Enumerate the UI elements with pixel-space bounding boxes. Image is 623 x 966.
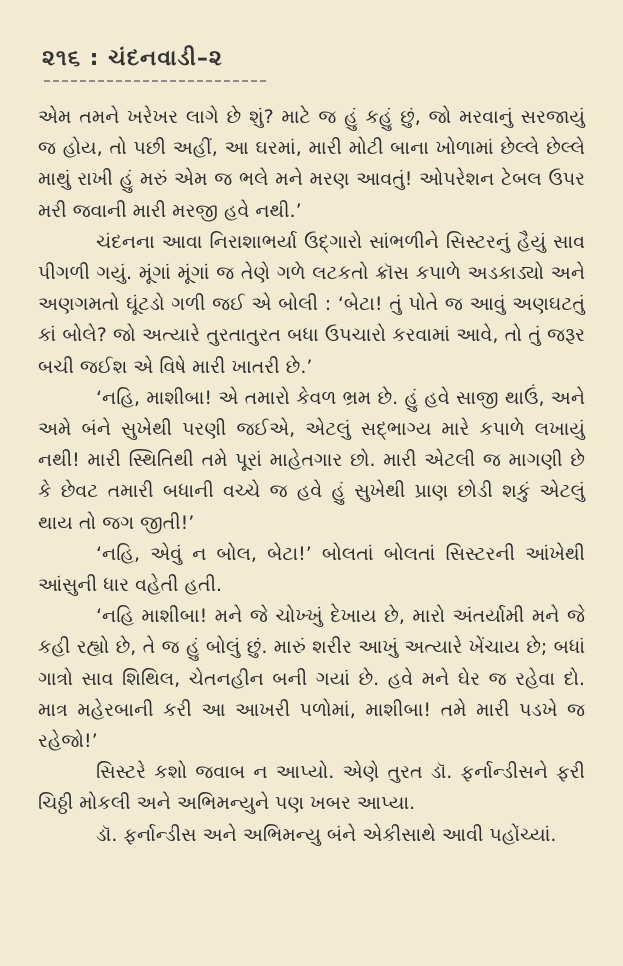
paragraph-5: ‘નહિ માશીબા! મને જે ચોખ્ખું દેખાય છે, મારો અંતર્યામી મને જે કહી રહ્યો છે, તે જ હું બોલું છું. મારું શરીર આખું અત્યારે ખેંચાય છે; બધાં ગાત્રો સાવ શિથિલ, ચેતનહીન બની ગયાં છે. હવે મને ઘેર જ રહેવા દો. માત્ર મહેરબાની કરી આ આખરી પળોમાં, માશીબા! તમે મારી પડખે જ રહેજો!’ [38, 605, 585, 753]
paragraph-2: ચંદનના આવા નિરાશાભર્યા ઉદ્ગારો સાંભળીને સિસ્ટરનું હૈયું સાવ પીગળી ગયું. મૂંગાં મૂંગાં જ તેણે ગળે લટકતો ક્રૉસ કપાળે અડકાડ્યો અને અણગમતો ઘૂંટડો ગળી જઈ એ બોલી : ‘બેટા! તું પોતે જ આવું અણઘટતું કાં બોલે? જો અત્યારે તુરતાતુરત બધા ઉપચારો કરવામાં આવે, તો તું જરૂર બચી જઈશ એ વિષે મારી ખાતરી છે.’ [38, 230, 585, 378]
paragraph-7: ડૉ. ફર્નાન્ડીસ અને અભિમન્યુ બંને એકીસાથે આવી પહોંચ્યાં. [96, 823, 557, 846]
paragraph-3: ‘નહિ, માશીબા! એ તમારો કેવળ ભ્રમ છે. હું હવે સાજી થાઉં, અને અમે બંને સુખેથી પરણી જઈએ, એટલું સદ્ભાગ્ય મારે કપાળે લખાયું નથી! મારી સ્થિતિથી તમે પૂરાં માહેતગાર છો. મારી એટલી જ માગણી છે કે છેવટ તમારી બધાની વચ્ચે જ હવે હું સુખેથી પ્રાણ છોડી શકું એટલું થાય તો જગ જીતી!’ [38, 386, 585, 534]
body-text [38, 102, 585, 851]
running-head: ૨૧૬ : ચંદનવાડી–૨ [42, 46, 223, 71]
paragraph-6: સિસ્ટરે કશો જવાબ ન આપ્યો. એણે તુરત ડૉ. ફર્નાન્ડીસને ફરી ચિઠ્ઠી મોકલી અને અભિમન્યુને પણ ખબર આપ્યા. [38, 761, 585, 815]
paragraph-4: ‘નહિ, એવું ન બોલ, બેટા!’ બોલતાં બોલતાં સિસ્ટરની આંખેથી આંસુની ધાર વહેતી હતી. [38, 542, 585, 597]
header-wavy-rule [44, 78, 266, 84]
paragraph-1: એમ તમને ખરેખર લાગે છે શું? માટે જ હું કહું છું, જો મરવાનું સરજાયું જ હોય, તો પછી અહીં, આ ઘરમાં, મારી મોટી બાના ખોળામાં છેલ્લે છેલ્લે માથું રાખી હું મરું એમ જ ભલે મને મરણ આવતું! ઓપરેશન ટેબલ ઉપર મરી જવાની મારી મરજી હવે નથી.’ [38, 106, 585, 222]
